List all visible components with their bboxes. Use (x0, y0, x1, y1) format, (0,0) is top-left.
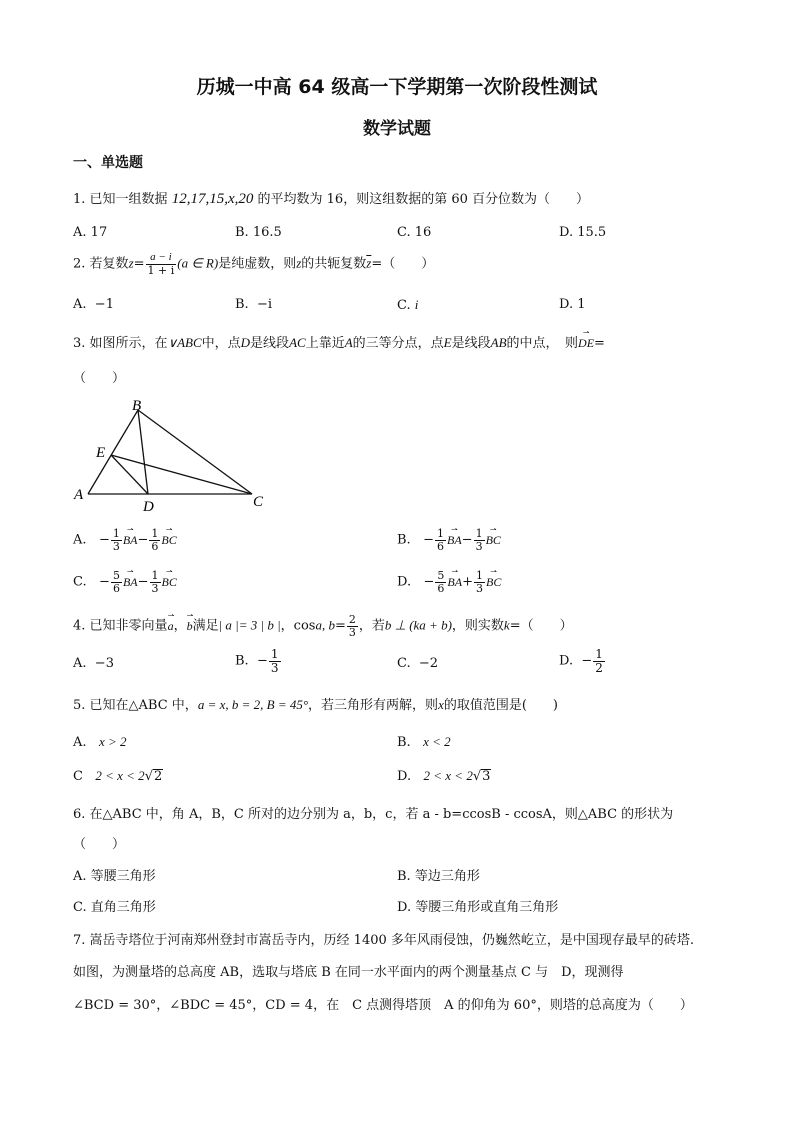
option-text: 直角三角形 (90, 900, 156, 915)
option-label: D. (559, 225, 574, 240)
question-text: 已知非零向量 (89, 618, 168, 634)
vector-name: BC (161, 574, 177, 589)
question-text: =（ ） (371, 256, 435, 272)
vector-name: BC (161, 532, 177, 547)
option-text: −3 (94, 656, 114, 671)
option-text: 15.5 (577, 225, 607, 240)
point-a: A (344, 335, 353, 350)
q5-option-c[interactable] (73, 769, 163, 783)
option-label: D. (397, 900, 412, 915)
q1-option-b[interactable] (235, 226, 282, 239)
sqrt-icon: √ (144, 769, 153, 784)
segment-ec-line (111, 455, 252, 494)
option-text: 等腰三角形或直角三角形 (415, 900, 559, 915)
option-label: C. (397, 656, 411, 671)
q1-option-a[interactable] (73, 226, 107, 239)
conjugate-z: $\overline{z}$ (366, 255, 372, 271)
radicand: 2 (153, 769, 163, 784)
vector-name: BA (447, 532, 462, 547)
option-label: C. (397, 225, 411, 240)
q5-option-a[interactable] (73, 735, 126, 749)
fraction (146, 252, 177, 276)
sign: − (423, 574, 435, 590)
q4-option-a[interactable] (73, 657, 114, 670)
q4-option-d[interactable] (559, 648, 606, 674)
label-e: E (96, 445, 106, 461)
option-label: B. (235, 297, 249, 312)
sign: + (462, 574, 473, 590)
q3-option-b[interactable]: B. − $\frac{1}{6}$ ⇀ BA− $\frac{1}{3}$ ⇀ BC (397, 524, 501, 553)
label-d: D (143, 499, 154, 515)
sqrt-icon: √ (472, 769, 482, 784)
var-z: z (296, 255, 302, 271)
coef-num: 5 (437, 569, 445, 582)
coef-num: 1 (475, 527, 483, 540)
segment-ed-line (111, 455, 148, 494)
page-title: 历城一中高 64 级高一下学期第一次阶段性测试 (196, 76, 598, 98)
question-6-answer-paren: （ ） (73, 837, 126, 852)
question-text: ，则实数 (451, 618, 504, 634)
option-label: D. (559, 297, 574, 312)
vector-text: DE (578, 336, 595, 350)
fraction-denominator: 1 + i (147, 263, 175, 277)
triangle-name: ∨ABC (167, 335, 202, 350)
question-text: 已知一组数据 (89, 192, 168, 207)
question-7-line2: 如图，为测量塔的总高度 AB，选取与塔底 B 在同一水平面内的两个测量基点 C 与 D，现测得 (73, 965, 624, 980)
frac-num: 1 (270, 647, 279, 661)
question-text: ，若三角形有两解，则 (308, 698, 439, 713)
option-text: 2 < x < 2 (95, 768, 145, 783)
question-number: 6. (73, 807, 86, 822)
frac-den: 2 (595, 660, 603, 675)
question-text: 的平均数为 16，则这组数据的第 60 百分位数为（ ） (257, 192, 589, 207)
coef-den: 6 (437, 581, 445, 595)
var-k: k (503, 617, 510, 633)
option-label: A. (73, 735, 87, 750)
question-4: 4. 已知非零向量 ⇀ a， ⇀ b满足| a |= 3 | b |，cosa, b= $\frac{2}{3}$ ，若b ⊥ (ka + b)，则实数k=（ ） (73, 610, 573, 639)
coef-den: 6 (112, 581, 120, 595)
q3-option-c[interactable]: C. − $\frac{5}{6}$ ⇀ BA− $\frac{1}{3}$ ⇀ BC (73, 566, 177, 595)
coef-den: 3 (475, 539, 483, 553)
coef-den: 6 (151, 539, 159, 553)
option-text: 等腰三角形 (90, 869, 156, 884)
question-text: 的中点， 则 (506, 336, 579, 351)
question-5 (73, 698, 558, 712)
option-label: D. (397, 574, 412, 590)
question-text: 上靠近 (305, 336, 345, 351)
q6-option-b[interactable] (397, 870, 480, 883)
vector-name: BA (122, 532, 138, 547)
point-e: E (443, 335, 452, 350)
question-2 (73, 252, 434, 276)
option-label: B. (397, 735, 411, 750)
question-text: 若复数 (89, 256, 129, 272)
option-text: 2 < x < 2 (423, 768, 473, 783)
q2-option-c[interactable] (397, 298, 418, 312)
question-text-line1: 嵩岳寺塔位于河南郑州登封市嵩岳寺内，历经 1400 多年风雨侵蚀，仍巍然屹立，是中国现存最早的砖塔. (89, 933, 695, 948)
question-1 (73, 192, 589, 207)
given-values: a = x, b = 2, B = 45° (197, 697, 309, 712)
option-label: B. (397, 869, 411, 884)
q6-option-c[interactable] (73, 901, 156, 914)
equals: = (133, 256, 145, 272)
vector-name: BA (447, 574, 463, 589)
vector-de: ⇀ DE (578, 328, 595, 350)
coef-num: 1 (151, 569, 159, 582)
option-label: C. (73, 574, 87, 590)
sign: − (98, 532, 110, 548)
option-label: B. (235, 653, 249, 669)
equals: = (594, 336, 605, 351)
coef-den: 3 (151, 581, 159, 595)
coef-den: 3 (475, 581, 483, 595)
question-number: 7. (73, 933, 86, 948)
frac-den: 3 (348, 625, 356, 639)
question-text: ，若 (358, 618, 385, 634)
question-number: 1. (73, 192, 86, 207)
q3-option-a[interactable]: A. − $\frac{1}{3}$ ⇀ BA− $\frac{1}{6}$ ⇀ BC (73, 524, 177, 553)
option-text: 16.5 (252, 225, 282, 240)
radicand: 3 (482, 769, 491, 784)
sign: − (423, 532, 434, 548)
q1-option-c[interactable] (397, 226, 431, 239)
coef-den: 6 (437, 539, 444, 553)
option-label: B. (397, 532, 411, 548)
point-d: D (240, 335, 251, 350)
vector-b: b (186, 618, 193, 633)
question-3 (73, 328, 605, 351)
sign: − (256, 653, 268, 669)
question-text: 如图所示，在 (89, 336, 168, 351)
question-text: 满足 (192, 618, 219, 634)
question-text: 是纯虚数，则 (218, 256, 297, 272)
option-text: 1 (577, 297, 586, 312)
sign: − (99, 574, 110, 590)
option-text: −1 (94, 297, 114, 312)
option-label: A. (73, 656, 87, 671)
option-label: A. (73, 225, 87, 240)
vector-name: BC (485, 532, 501, 547)
segment-bc-line (138, 410, 252, 494)
var-x: x (438, 697, 444, 712)
triangle-figure (70, 396, 280, 516)
option-label: A. (73, 869, 87, 884)
page-subtitle: 数学试题 (363, 119, 431, 139)
coef-num: 5 (112, 569, 120, 582)
question-text: 是线段 (451, 336, 491, 351)
q2-option-b[interactable] (235, 298, 272, 311)
question-6 (73, 808, 673, 821)
perp-condition: b ⊥ (ka + b) (384, 617, 452, 633)
option-text: −i (256, 297, 273, 312)
option-text: −2 (418, 656, 439, 671)
question-text: 的共轭复数 (301, 256, 367, 272)
frac-num: 1 (595, 647, 603, 661)
label-a: A (74, 487, 84, 503)
vector-name: BA (122, 574, 138, 589)
question-text: 中，点 (201, 336, 241, 351)
q6-option-a[interactable] (73, 870, 156, 883)
q5-option-d[interactable] (397, 769, 491, 783)
question-text: 已知在△ABC 中， (89, 698, 198, 713)
question-text: =（ ） (509, 618, 573, 634)
option-text: 16 (414, 225, 432, 240)
option-text: x < 2 (423, 734, 451, 749)
coef-num: 1 (475, 569, 483, 582)
question-number: 5. (73, 698, 86, 713)
segment-ac: AC (289, 335, 306, 350)
q1-option-d[interactable] (559, 226, 606, 239)
q3-option-d[interactable]: D. − $\frac{5}{6}$ ⇀ BA+ $\frac{1}{3}$ ⇀ BC (397, 566, 502, 595)
vector-a: a (167, 618, 174, 633)
q6-option-d[interactable] (397, 901, 558, 914)
option-text: i (414, 297, 419, 312)
question-text: 的三等分点，点 (352, 336, 444, 351)
sign: − (461, 532, 473, 548)
segment-bd-line (138, 410, 148, 494)
question-number: 2. (73, 256, 86, 272)
fraction-numerator: a − i (146, 252, 177, 265)
vector-name: BC (485, 574, 502, 589)
coef-num: 1 (151, 527, 159, 540)
section-heading: 一、单选题 (73, 155, 143, 171)
option-text: 17 (90, 225, 108, 240)
punct: ， (173, 618, 187, 634)
option-label: A. (73, 297, 87, 312)
data-set: 12,17,15,x,20 (171, 191, 254, 207)
coef-num: 1 (437, 527, 444, 540)
angle-ab: a, b (315, 617, 335, 633)
option-label: B. (235, 225, 249, 240)
sign: − (137, 532, 149, 548)
q2-option-a[interactable] (73, 298, 114, 311)
question-7 (73, 934, 694, 947)
frac-den: 3 (270, 660, 279, 675)
question-number: 3. (73, 336, 86, 351)
q2-option-d[interactable] (559, 298, 586, 311)
label-c: C (253, 494, 264, 510)
var-z: z (128, 255, 134, 271)
option-text: x > 2 (98, 734, 127, 749)
segment-ab: AB (490, 335, 507, 350)
question-7-line3: ∠BCD = 30°，∠BDC = 45°，CD = 4，在 C 点测得塔顶 A 的仰角为 60°，则塔的总高度为（ ） (73, 998, 693, 1013)
question-number: 4. (73, 618, 86, 634)
option-text: 等边三角形 (414, 869, 480, 884)
question-text: ，cos (280, 618, 316, 634)
option-label: D. (559, 653, 574, 669)
frac-num: 2 (348, 613, 356, 626)
q4-option-c[interactable] (397, 657, 438, 670)
coef-num: 1 (112, 527, 120, 540)
question-text: 是线段 (250, 336, 290, 351)
q5-option-b[interactable] (397, 735, 451, 749)
option-label: A. (73, 532, 87, 548)
condition: (a ∈ R) (177, 255, 219, 271)
question-3-answer-paren: （ ） (73, 371, 126, 386)
sign: − (581, 653, 593, 669)
option-label: C (73, 769, 83, 784)
option-label: D. (397, 769, 412, 784)
q4-option-b[interactable] (235, 648, 282, 674)
option-label: C. (73, 900, 87, 915)
label-b: B (132, 398, 142, 414)
question-text: 的取值范围是( ) (443, 698, 558, 713)
magnitude-condition: | a |= 3 | b | (218, 617, 281, 633)
sign: − (137, 574, 149, 590)
equals: = (334, 618, 346, 634)
question-text: 在△ABC 中，角 A，B，C 所对的边分别为 a，b，c，若 a - b=ccosB - ccosA，则△ABC 的形状为 (89, 807, 674, 822)
option-label: C. (397, 298, 411, 313)
coef-den: 3 (112, 539, 120, 553)
